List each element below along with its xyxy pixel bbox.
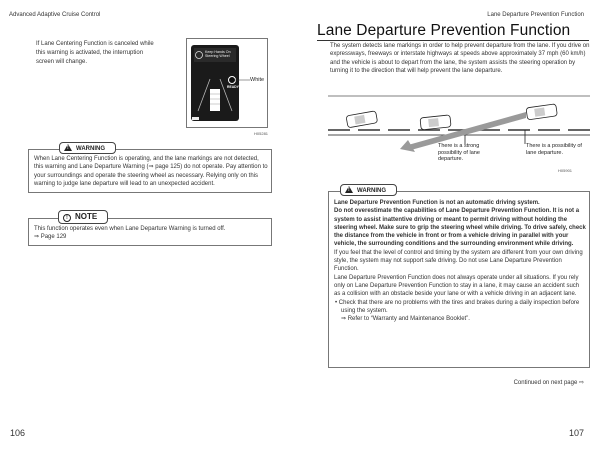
note-icon: ! xyxy=(63,214,71,222)
warning-bullet: • Check that there are no problems with the tires and brakes during a daily inspection before using the system. xyxy=(335,299,580,314)
left-running-header: Advanced Adaptive Cruise Control xyxy=(9,12,101,18)
warning-bold-1: Lane Departure Prevention Function is not an automatic driving system. xyxy=(334,200,540,206)
left-page-number: 106 xyxy=(10,428,26,438)
right-warning-content xyxy=(334,199,586,323)
warning-paragraph-2: Lane Departure Prevention Function does not always operate under all situations. If you rely only on Lane Departure Prevention Function to stay in a lane, it may cause an accident such as a collision with an obstacle beside your lane or with a vehicle driving in an adjacent lane. xyxy=(334,274,580,298)
left-warning-tag xyxy=(59,142,116,154)
display-ready-label: READY xyxy=(227,85,239,89)
figure-label-strong: There is a strong possibility of lane departure. xyxy=(438,143,480,162)
right-intro-text: The system detects lane markings in order to help prevent departure from the lane. If you drive on expressways, freeways or interstate highways at speeds above approximately 37 mph (60 km/h) and the vehicle is about to depart from the lane, the system assists the steering operation by turning it to the direction that will help prevent the lane departure. xyxy=(330,43,590,74)
car-3 xyxy=(526,104,557,120)
warning-ref[interactable]: ⇒ Refer to “Warranty and Maintenance Booklet”. xyxy=(341,316,470,323)
lane-figure-code: H05901 xyxy=(558,168,573,173)
left-warning-text: When Lane Centering Function is operating, and the lane markings are not detected, this warning and Lane Departure Warning (⇒ page 125) do not operate. Pay attention to your surroundings and operate the steering wheel as necessary. Relying only on this warning to judge lane departure will lead to an unexpected accident. xyxy=(34,156,268,187)
warning-paragraph-1: If you feel that the level of control and timing by the system are different from your own driving style, the system may not support safe driving. Do not use Lane Departure Prevention Function. xyxy=(334,249,583,273)
left-note-tag xyxy=(58,210,108,224)
display-figure-code: H05281 xyxy=(254,131,269,136)
lane-departure-figure xyxy=(328,90,590,177)
warning-bullet-text: Check that there are no problems with the tires and brakes during a daily inspection before using the system. xyxy=(338,299,580,314)
lane-diagram xyxy=(328,90,590,177)
continued-next-page[interactable]: Continued on next page ⇨ xyxy=(513,380,584,386)
left-note-label: NOTE xyxy=(75,212,98,221)
display-callout-label: White xyxy=(250,77,265,83)
right-page-number: 107 xyxy=(568,428,584,438)
display-message: Keep Hands On Steering Wheel xyxy=(205,50,231,59)
left-note-text: This function operates even when Lane Departure Warning is turned off. xyxy=(34,226,226,232)
right-page-title: Lane Departure Prevention Function xyxy=(317,22,571,39)
warning-triangle-icon xyxy=(345,186,353,193)
car-1 xyxy=(346,111,378,128)
car-2 xyxy=(420,115,451,130)
right-warning-label: WARNING xyxy=(357,188,386,194)
warning-triangle-icon xyxy=(64,144,72,151)
title-underline xyxy=(317,40,589,41)
left-intro-text: If Lane Centering Function is canceled while this warning is activated, the interruption screen will change. xyxy=(36,41,154,65)
figure-label-possible: There is a possibility of lane departure. xyxy=(526,143,582,156)
left-note-ref[interactable]: ⇒ Page 129 xyxy=(34,234,67,240)
left-warning-label: WARNING xyxy=(76,146,105,152)
right-warning-tag xyxy=(340,184,397,196)
right-running-header: Lane Departure Prevention Function xyxy=(487,12,584,18)
display-figure xyxy=(186,38,268,128)
warning-bold-2: Do not overestimate the capabilities of Lane Departure Prevention Function. It is not a system to assist inattentive driving or meant to permit driving without holding the steering wheel. Make sure to grip the steering wheel while driving. To drive safely, check the distance from the vehicle in front or from a vehicle driving in parallel with your vehicle, the surrounding conditions and the surrounding environment while driving. xyxy=(334,208,586,248)
